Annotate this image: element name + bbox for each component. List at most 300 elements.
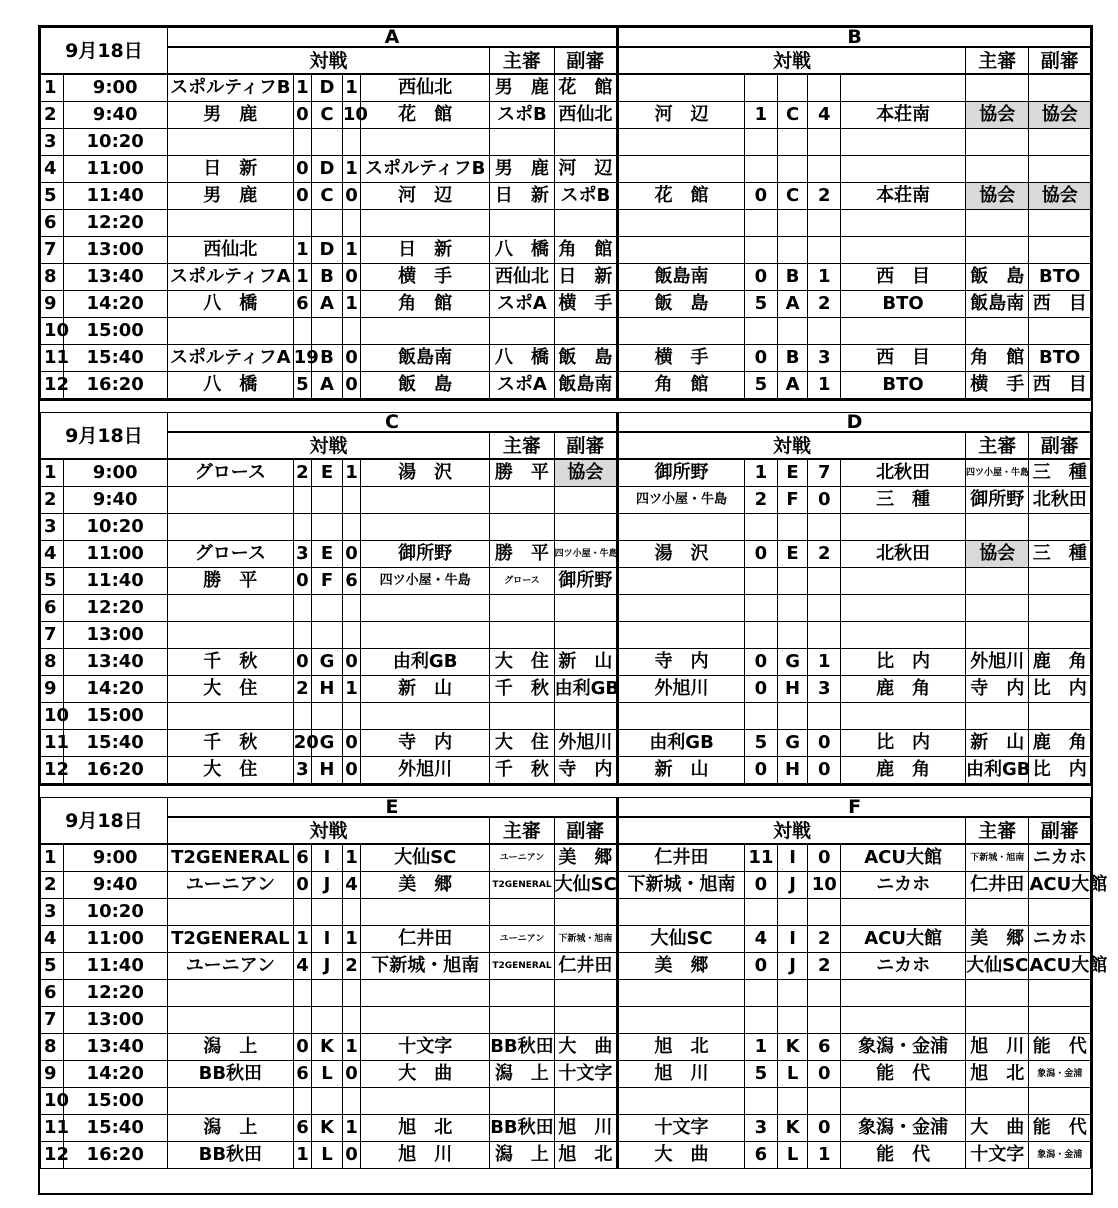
score-home: 3 bbox=[293, 757, 311, 785]
chief-referee: 御所野 bbox=[965, 487, 1028, 514]
chief-referee: 大 住 bbox=[490, 730, 554, 757]
assistant-referee: 美 郷 bbox=[554, 844, 617, 872]
team-away: 本荘南 bbox=[841, 183, 966, 210]
team-home bbox=[167, 210, 293, 237]
chief-referee: 男 鹿 bbox=[490, 74, 554, 102]
kickoff-time: 13:40 bbox=[63, 264, 167, 291]
chief-referee: 潟 上 bbox=[490, 1061, 554, 1088]
team-home bbox=[167, 514, 293, 541]
chief-referee bbox=[965, 622, 1028, 649]
assistant-referee bbox=[554, 622, 618, 649]
score-away: 1 bbox=[808, 372, 841, 400]
team-away: 花 館 bbox=[361, 102, 490, 129]
chief-referee: 仁井田 bbox=[966, 872, 1029, 899]
assistant-referee: ACU大館 bbox=[1029, 872, 1091, 899]
court bbox=[777, 899, 808, 926]
chief-referee bbox=[965, 318, 1028, 345]
chief-referee bbox=[966, 1088, 1029, 1115]
chief-referee bbox=[490, 595, 554, 622]
kickoff-time: 11:40 bbox=[63, 953, 167, 980]
chief-referee: 男 鹿 bbox=[490, 156, 554, 183]
score-home bbox=[745, 318, 778, 345]
court: G bbox=[777, 730, 808, 757]
score-home bbox=[293, 487, 311, 514]
match-number: 5 bbox=[41, 183, 64, 210]
score-away: 10 bbox=[808, 872, 841, 899]
team-away bbox=[361, 1007, 490, 1034]
table-row bbox=[41, 953, 1091, 980]
court bbox=[312, 318, 343, 345]
kickoff-time: 10:20 bbox=[63, 514, 167, 541]
court bbox=[777, 568, 808, 595]
team-home bbox=[618, 1088, 745, 1115]
court: I bbox=[312, 926, 343, 953]
team-home: ユーニアン bbox=[167, 872, 293, 899]
score-away: 1 bbox=[808, 264, 841, 291]
score-home bbox=[745, 703, 778, 730]
assistant-referee bbox=[1029, 980, 1091, 1007]
chief-referee: スポA bbox=[490, 291, 554, 318]
chief-referee: 八 橋 bbox=[490, 345, 554, 372]
score-away: 1 bbox=[342, 291, 360, 318]
assistant-referee: 鹿 角 bbox=[1029, 730, 1091, 757]
header-chief-referee: 主審 bbox=[966, 817, 1029, 844]
header-assistant-referee: 副審 bbox=[1029, 817, 1091, 844]
assistant-referee bbox=[554, 899, 617, 926]
score-home bbox=[293, 210, 311, 237]
team-away: 飯島南 bbox=[361, 345, 490, 372]
chief-referee bbox=[965, 514, 1028, 541]
match-number: 2 bbox=[41, 487, 64, 514]
kickoff-time: 15:40 bbox=[63, 345, 167, 372]
table-row bbox=[41, 264, 1091, 291]
match-number: 4 bbox=[41, 926, 64, 953]
table-row bbox=[41, 129, 1091, 156]
table-row bbox=[41, 649, 1091, 676]
assistant-referee: 旭 川 bbox=[554, 1115, 617, 1142]
kickoff-time: 16:20 bbox=[63, 757, 167, 785]
team-away bbox=[841, 74, 966, 102]
team-home: 大 住 bbox=[167, 676, 293, 703]
score-home bbox=[293, 622, 311, 649]
score-away bbox=[808, 980, 841, 1007]
score-home: 0 bbox=[293, 156, 311, 183]
assistant-referee: 能 代 bbox=[1029, 1115, 1091, 1142]
score-home: 0 bbox=[293, 102, 311, 129]
chief-referee: 由利GB bbox=[965, 757, 1028, 785]
court: H bbox=[312, 676, 343, 703]
team-home: 潟 上 bbox=[167, 1034, 293, 1061]
score-away bbox=[808, 703, 841, 730]
score-away bbox=[342, 622, 360, 649]
kickoff-time: 12:20 bbox=[63, 595, 167, 622]
match-number: 9 bbox=[41, 291, 64, 318]
team-home bbox=[618, 703, 745, 730]
assistant-referee: 旭 北 bbox=[554, 1142, 617, 1169]
score-home: 0 bbox=[745, 872, 778, 899]
chief-referee: 寺 内 bbox=[965, 676, 1028, 703]
table-row bbox=[41, 237, 1091, 264]
score-away: 1 bbox=[808, 649, 841, 676]
score-home: 5 bbox=[745, 372, 778, 400]
score-home bbox=[293, 1088, 311, 1115]
score-home: 4 bbox=[745, 926, 778, 953]
score-away: 6 bbox=[808, 1034, 841, 1061]
header-assistant-referee: 副審 bbox=[1029, 47, 1091, 74]
team-home: T2GENERAL bbox=[167, 844, 293, 872]
field-label-right: D bbox=[618, 413, 1091, 433]
chief-referee bbox=[965, 129, 1028, 156]
kickoff-time: 10:20 bbox=[63, 129, 167, 156]
score-away: 2 bbox=[808, 291, 841, 318]
kickoff-time: 11:00 bbox=[63, 541, 167, 568]
match-number: 9 bbox=[41, 676, 64, 703]
score-home: 1 bbox=[293, 926, 311, 953]
match-number: 3 bbox=[41, 514, 64, 541]
team-home bbox=[167, 129, 293, 156]
assistant-referee: 河 辺 bbox=[554, 156, 618, 183]
team-home: 男 鹿 bbox=[167, 183, 293, 210]
court: I bbox=[312, 844, 343, 872]
chief-referee: 大 住 bbox=[490, 649, 554, 676]
team-away: 鹿 角 bbox=[841, 757, 966, 785]
court: G bbox=[777, 649, 808, 676]
score-away: 0 bbox=[342, 372, 360, 400]
score-home: 0 bbox=[293, 568, 311, 595]
score-away: 1 bbox=[808, 1142, 841, 1169]
team-home: スポルティフB bbox=[167, 74, 293, 102]
team-away: 比 内 bbox=[841, 730, 966, 757]
kickoff-time: 15:00 bbox=[63, 318, 167, 345]
team-home bbox=[167, 703, 293, 730]
match-number: 6 bbox=[41, 210, 64, 237]
assistant-referee bbox=[1029, 514, 1091, 541]
field-label-right: F bbox=[618, 798, 1091, 818]
match-number: 10 bbox=[41, 318, 64, 345]
team-home: 大仙SC bbox=[618, 926, 745, 953]
score-home: 6 bbox=[293, 844, 311, 872]
team-home bbox=[618, 129, 745, 156]
score-away: 3 bbox=[808, 676, 841, 703]
header-chief-referee: 主審 bbox=[490, 47, 554, 74]
header-assistant-referee: 副審 bbox=[1029, 432, 1091, 459]
court bbox=[777, 318, 808, 345]
score-home: 5 bbox=[293, 372, 311, 400]
team-home bbox=[618, 1007, 745, 1034]
score-away bbox=[342, 703, 360, 730]
court bbox=[777, 237, 808, 264]
score-home bbox=[745, 129, 778, 156]
score-home: 1 bbox=[293, 74, 311, 102]
assistant-referee bbox=[554, 318, 618, 345]
score-away: 0 bbox=[808, 1115, 841, 1142]
team-home bbox=[618, 318, 745, 345]
date-label: 9月18日 bbox=[41, 798, 168, 845]
court bbox=[312, 1088, 343, 1115]
court: A bbox=[312, 372, 343, 400]
header-assistant-referee: 副審 bbox=[554, 432, 618, 459]
team-home: BB秋田 bbox=[167, 1142, 293, 1169]
chief-referee: 大 曲 bbox=[966, 1115, 1029, 1142]
assistant-referee: 協会 bbox=[554, 459, 618, 487]
kickoff-time: 15:00 bbox=[63, 1088, 167, 1115]
score-away bbox=[342, 129, 360, 156]
chief-referee bbox=[966, 899, 1029, 926]
score-home: 11 bbox=[745, 844, 778, 872]
kickoff-time: 15:40 bbox=[63, 730, 167, 757]
kickoff-time: 9:40 bbox=[63, 872, 167, 899]
score-away: 1 bbox=[342, 844, 360, 872]
team-away: 能 代 bbox=[841, 1061, 966, 1088]
chief-referee: 飯 島 bbox=[965, 264, 1028, 291]
team-away: 鹿 角 bbox=[841, 676, 966, 703]
chief-referee bbox=[490, 703, 554, 730]
team-home: 男 鹿 bbox=[167, 102, 293, 129]
assistant-referee bbox=[1029, 622, 1091, 649]
table-row bbox=[41, 926, 1091, 953]
score-away: 1 bbox=[342, 1034, 360, 1061]
score-away bbox=[808, 514, 841, 541]
team-home bbox=[618, 595, 745, 622]
chief-referee: BB秋田 bbox=[490, 1115, 554, 1142]
chief-referee bbox=[965, 703, 1028, 730]
assistant-referee: 日 新 bbox=[554, 264, 618, 291]
assistant-referee bbox=[554, 1088, 617, 1115]
assistant-referee bbox=[1029, 568, 1091, 595]
assistant-referee: 鹿 角 bbox=[1029, 649, 1091, 676]
team-away bbox=[361, 487, 490, 514]
court: F bbox=[777, 487, 808, 514]
kickoff-time: 12:20 bbox=[63, 980, 167, 1007]
court bbox=[312, 595, 343, 622]
assistant-referee: 新 山 bbox=[554, 649, 618, 676]
match-number: 9 bbox=[41, 1061, 64, 1088]
court: E bbox=[777, 541, 808, 568]
match-number: 3 bbox=[41, 129, 64, 156]
court: B bbox=[777, 264, 808, 291]
chief-referee: 旭 川 bbox=[966, 1034, 1029, 1061]
team-away: ニカホ bbox=[841, 872, 966, 899]
match-number: 5 bbox=[41, 953, 64, 980]
score-home: 0 bbox=[745, 676, 778, 703]
kickoff-time: 9:40 bbox=[63, 102, 167, 129]
team-away bbox=[841, 210, 966, 237]
team-home: 飯島南 bbox=[618, 264, 745, 291]
score-home: 0 bbox=[293, 1034, 311, 1061]
team-away: 河 辺 bbox=[361, 183, 490, 210]
table-row bbox=[41, 291, 1091, 318]
team-home: 新 山 bbox=[618, 757, 745, 785]
team-home bbox=[618, 899, 745, 926]
assistant-referee: 西 目 bbox=[1029, 372, 1091, 400]
team-away: 由利GB bbox=[361, 649, 490, 676]
table-row bbox=[41, 1142, 1091, 1169]
court: K bbox=[777, 1034, 808, 1061]
score-away: 0 bbox=[342, 1142, 360, 1169]
score-away: 0 bbox=[808, 844, 841, 872]
kickoff-time: 9:40 bbox=[63, 487, 167, 514]
team-away bbox=[361, 622, 490, 649]
kickoff-time: 14:20 bbox=[63, 676, 167, 703]
score-away: 0 bbox=[808, 730, 841, 757]
chief-referee: 協会 bbox=[965, 541, 1028, 568]
team-away: 旭 川 bbox=[361, 1142, 490, 1169]
assistant-referee: 北秋田 bbox=[1029, 487, 1091, 514]
chief-referee bbox=[490, 210, 554, 237]
kickoff-time: 16:20 bbox=[63, 1142, 167, 1169]
table-row bbox=[41, 595, 1091, 622]
court bbox=[777, 1088, 808, 1115]
table-row bbox=[41, 487, 1091, 514]
score-home: 2 bbox=[745, 487, 778, 514]
team-home: 西仙北 bbox=[167, 237, 293, 264]
match-number: 6 bbox=[41, 980, 64, 1007]
match-number: 4 bbox=[41, 541, 64, 568]
court: K bbox=[777, 1115, 808, 1142]
match-number: 12 bbox=[41, 1142, 64, 1169]
match-number: 5 bbox=[41, 568, 64, 595]
team-home bbox=[618, 74, 745, 102]
court: H bbox=[312, 757, 343, 785]
kickoff-time: 13:00 bbox=[63, 1007, 167, 1034]
header-match: 対戦 bbox=[618, 47, 966, 74]
team-away bbox=[361, 899, 490, 926]
score-home bbox=[745, 1007, 778, 1034]
assistant-referee: 象潟・金浦 bbox=[1029, 1061, 1091, 1088]
match-number: 2 bbox=[41, 872, 64, 899]
table-row bbox=[41, 210, 1091, 237]
schedule-table bbox=[40, 796, 1108, 1169]
score-home bbox=[745, 237, 778, 264]
assistant-referee bbox=[554, 487, 618, 514]
court bbox=[777, 129, 808, 156]
chief-referee: 勝 平 bbox=[490, 541, 554, 568]
chief-referee: スポB bbox=[490, 102, 554, 129]
chief-referee: 美 郷 bbox=[966, 926, 1029, 953]
match-number: 7 bbox=[41, 622, 64, 649]
team-away: 大仙SC bbox=[361, 844, 490, 872]
score-away: 7 bbox=[808, 459, 841, 487]
score-away: 0 bbox=[342, 1061, 360, 1088]
score-home bbox=[745, 980, 778, 1007]
assistant-referee bbox=[1029, 595, 1091, 622]
team-home: 角 館 bbox=[618, 372, 745, 400]
team-away: 飯 島 bbox=[361, 372, 490, 400]
chief-referee: ユーニアン bbox=[490, 926, 554, 953]
table-row bbox=[41, 372, 1091, 400]
score-away: 0 bbox=[342, 264, 360, 291]
match-number: 1 bbox=[41, 844, 64, 872]
assistant-referee bbox=[1029, 703, 1091, 730]
match-number: 10 bbox=[41, 703, 64, 730]
court bbox=[312, 487, 343, 514]
court: G bbox=[312, 649, 343, 676]
team-home: T2GENERAL bbox=[167, 926, 293, 953]
score-home: 6 bbox=[745, 1142, 778, 1169]
assistant-referee: 協会 bbox=[1029, 183, 1091, 210]
score-away: 0 bbox=[342, 541, 360, 568]
team-home bbox=[618, 568, 745, 595]
court: D bbox=[312, 74, 343, 102]
team-away: 象潟・金浦 bbox=[841, 1115, 966, 1142]
score-home: 6 bbox=[293, 1115, 311, 1142]
assistant-referee: 花 館 bbox=[554, 74, 618, 102]
team-home: ユーニアン bbox=[167, 953, 293, 980]
score-home: 2 bbox=[293, 459, 311, 487]
score-home: 0 bbox=[293, 872, 311, 899]
score-home: 0 bbox=[745, 953, 778, 980]
assistant-referee bbox=[1029, 899, 1091, 926]
team-home bbox=[167, 1007, 293, 1034]
court bbox=[777, 74, 808, 102]
team-home bbox=[167, 899, 293, 926]
team-away bbox=[361, 980, 490, 1007]
assistant-referee: 西仙北 bbox=[554, 102, 618, 129]
assistant-referee bbox=[1029, 237, 1091, 264]
table-row bbox=[41, 757, 1091, 785]
score-away: 0 bbox=[342, 345, 360, 372]
team-away bbox=[841, 514, 966, 541]
court: J bbox=[777, 953, 808, 980]
match-number: 7 bbox=[41, 237, 64, 264]
assistant-referee: 三 種 bbox=[1029, 459, 1091, 487]
chief-referee bbox=[490, 514, 554, 541]
team-home: スポルティフA bbox=[167, 345, 293, 372]
team-away: 北秋田 bbox=[841, 541, 966, 568]
team-away bbox=[841, 129, 966, 156]
team-home bbox=[167, 622, 293, 649]
score-away bbox=[808, 129, 841, 156]
team-away: 大 曲 bbox=[361, 1061, 490, 1088]
score-home: 3 bbox=[293, 541, 311, 568]
team-home: 河 辺 bbox=[618, 102, 745, 129]
score-home: 0 bbox=[745, 183, 778, 210]
assistant-referee: 角 館 bbox=[554, 237, 618, 264]
score-away: 0 bbox=[808, 757, 841, 785]
table-row bbox=[41, 730, 1091, 757]
table-row bbox=[41, 872, 1091, 899]
court: A bbox=[312, 291, 343, 318]
kickoff-time: 10:20 bbox=[63, 899, 167, 926]
header-assistant-referee: 副審 bbox=[554, 817, 617, 844]
team-away: 横 手 bbox=[361, 264, 490, 291]
chief-referee bbox=[965, 74, 1028, 102]
assistant-referee bbox=[1029, 156, 1091, 183]
score-home: 5 bbox=[745, 730, 778, 757]
chief-referee bbox=[490, 1007, 554, 1034]
team-home bbox=[167, 1088, 293, 1115]
score-home: 1 bbox=[745, 459, 778, 487]
header-chief-referee: 主審 bbox=[965, 432, 1028, 459]
team-away: 湯 沢 bbox=[361, 459, 490, 487]
assistant-referee: 大仙SC bbox=[554, 872, 617, 899]
court: C bbox=[777, 102, 808, 129]
court bbox=[312, 622, 343, 649]
table-row bbox=[41, 844, 1091, 872]
score-home: 20 bbox=[293, 730, 311, 757]
assistant-referee bbox=[1029, 1088, 1091, 1115]
score-home: 6 bbox=[293, 291, 311, 318]
table-row bbox=[41, 318, 1091, 345]
score-away: 4 bbox=[808, 102, 841, 129]
field-label-left: C bbox=[167, 413, 617, 433]
team-home: 大 曲 bbox=[618, 1142, 745, 1169]
court: C bbox=[777, 183, 808, 210]
team-home: グロース bbox=[167, 541, 293, 568]
assistant-referee: 十文字 bbox=[554, 1061, 617, 1088]
chief-referee: ユーニアン bbox=[490, 844, 554, 872]
header-match: 対戦 bbox=[618, 817, 966, 844]
